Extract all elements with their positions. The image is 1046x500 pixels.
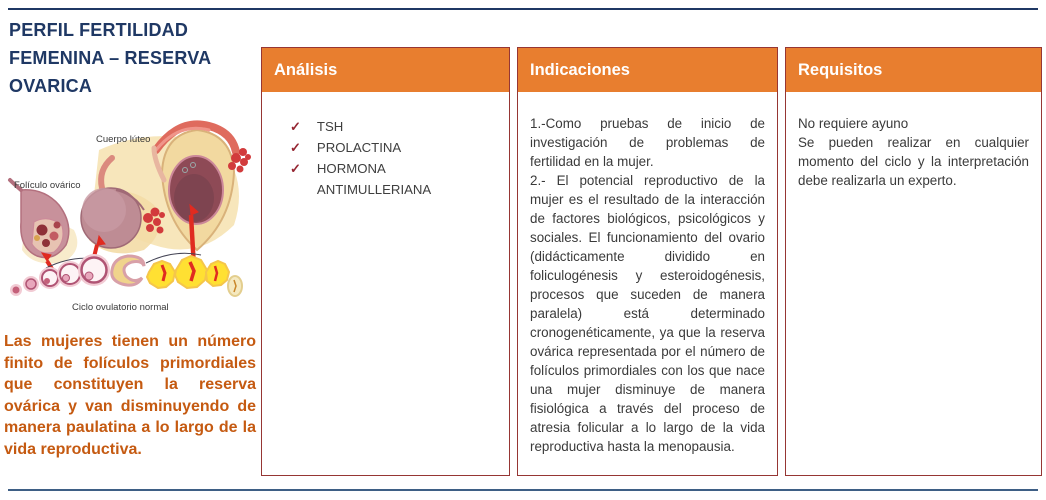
list-item xyxy=(290,158,497,200)
card-requisitos-body xyxy=(786,96,1041,190)
card-indicaciones-header xyxy=(518,48,777,96)
bottom-divider xyxy=(8,489,1038,491)
cycle-caption: Ciclo ovulatorio normal xyxy=(72,302,169,313)
top-divider xyxy=(8,8,1038,10)
card-analisis-title: Análisis xyxy=(274,60,338,79)
intro-paragraph: Las mujeres tienen un número finito de folículos primordiales que constituyen la reserva ovárica y van disminuyendo de manera paulatina a lo largo de la vida reproductiva. xyxy=(4,333,256,458)
card-analisis-header xyxy=(262,48,509,96)
card-indicaciones-title: Indicaciones xyxy=(530,60,630,79)
check-icon: ✓ xyxy=(290,161,301,176)
corpus-luteum-label: Cuerpo lúteo xyxy=(96,134,151,145)
analysis-item-label: HORMONA ANTIMULLERIANA xyxy=(316,161,432,197)
indicaciones-paragraph: 2.- El potencial reproductivo de la mujer es el resultado de la interacción de factores biológicos, psicológicos y sociales. El funcionamiento del ovario (didácticamente dividido en foliculogénesis y esteroidogénesis, procesos que suceden de manera paralela) está determinado cronogenéticamente, ya que la reserva ovárica representada por el número de folículos primordiales con los que nace una mujer disminuye de manera fisiológica a través del proceso de atresia folicular a lo largo de la vida reproductiva hasta la menopausia. xyxy=(530,173,765,454)
page-title: PERFIL FERTILIDAD FEMENINA – RESERVA OVARICA xyxy=(9,20,211,96)
list-item xyxy=(290,116,497,137)
ovarian-follicle-figure xyxy=(10,180,69,258)
card-analisis xyxy=(261,47,510,476)
card-indicaciones-body xyxy=(518,96,777,456)
check-icon: ✓ xyxy=(290,140,301,155)
card-requisitos-header xyxy=(786,48,1041,96)
ovarian-cycle-illustration xyxy=(4,110,254,330)
analysis-item-label: PROLACTINA xyxy=(316,140,402,155)
analysis-item-label: TSH xyxy=(316,119,344,134)
indicaciones-paragraph: 1.-Como pruebas de inicio de investigación de problemas de fertilidad en la mujer. xyxy=(530,116,765,169)
ovarian-follicle-label: Folículo ovárico xyxy=(14,180,81,191)
requisitos-paragraph: Se pueden realizar en cualquier momento del ciclo y la interpretación debe realizarla un experto. xyxy=(798,135,1029,188)
card-requisitos xyxy=(785,47,1042,476)
analysis-list xyxy=(274,114,497,200)
check-icon: ✓ xyxy=(290,119,301,134)
list-item xyxy=(290,137,497,158)
requisitos-paragraph: No requiere ayuno xyxy=(798,116,909,131)
card-analisis-body xyxy=(262,96,509,200)
card-requisitos-title: Requisitos xyxy=(798,60,883,79)
card-indicaciones xyxy=(517,47,778,476)
